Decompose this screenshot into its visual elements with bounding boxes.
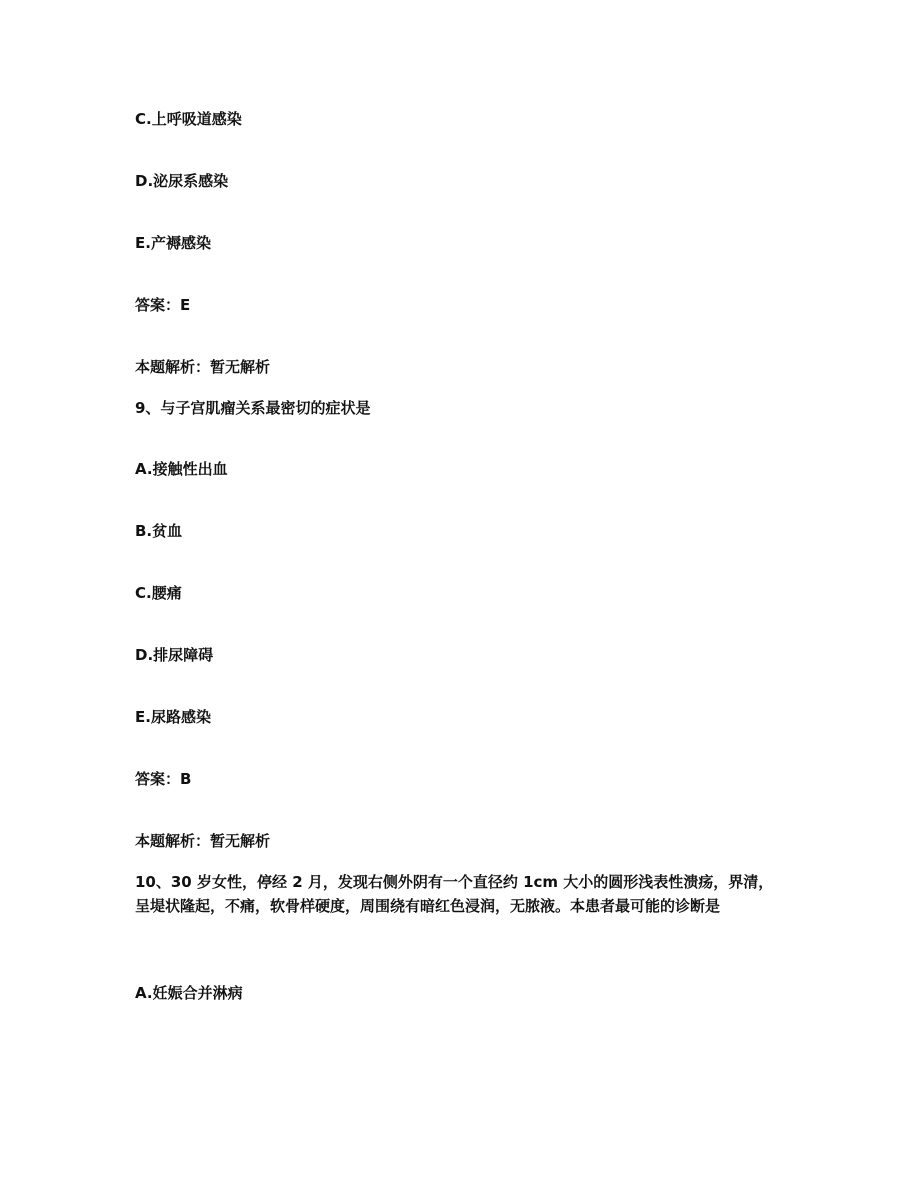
q9-option-c: C.腰痛 (135, 584, 182, 602)
q9-option-a: A.接触性出血 (135, 460, 228, 478)
q10-question: 10、30 岁女性，停经 2 月，发现右侧外阴有一个直径约 1cm 大小的圆形浅表性溃疡，界清，呈堤状隆起，不痛，软骨样硬度，周围绕有暗红色浸润，无脓液。本患者最可能的诊断是 (135, 873, 774, 915)
q8-option-d: D.泌尿系感染 (135, 172, 229, 190)
q9-option-d: D.排尿障碍 (135, 646, 214, 664)
q8-option-e: E.产褥感染 (135, 234, 211, 252)
q10-option-a: A.妊娠合并淋病 (135, 984, 243, 1002)
q9-answer: 答案：B (135, 770, 192, 788)
q9-question: 9、与子宫肌瘤关系最密切的症状是 (135, 399, 371, 417)
q9-option-b: B.贫血 (135, 522, 183, 540)
q8-analysis: 本题解析：暂无解析 (135, 358, 271, 376)
q8-answer: 答案：E (135, 296, 191, 314)
q9-analysis: 本题解析：暂无解析 (135, 832, 271, 850)
q8-option-c: C.上呼吸道感染 (135, 110, 242, 128)
q9-option-e: E.尿路感染 (135, 708, 211, 726)
